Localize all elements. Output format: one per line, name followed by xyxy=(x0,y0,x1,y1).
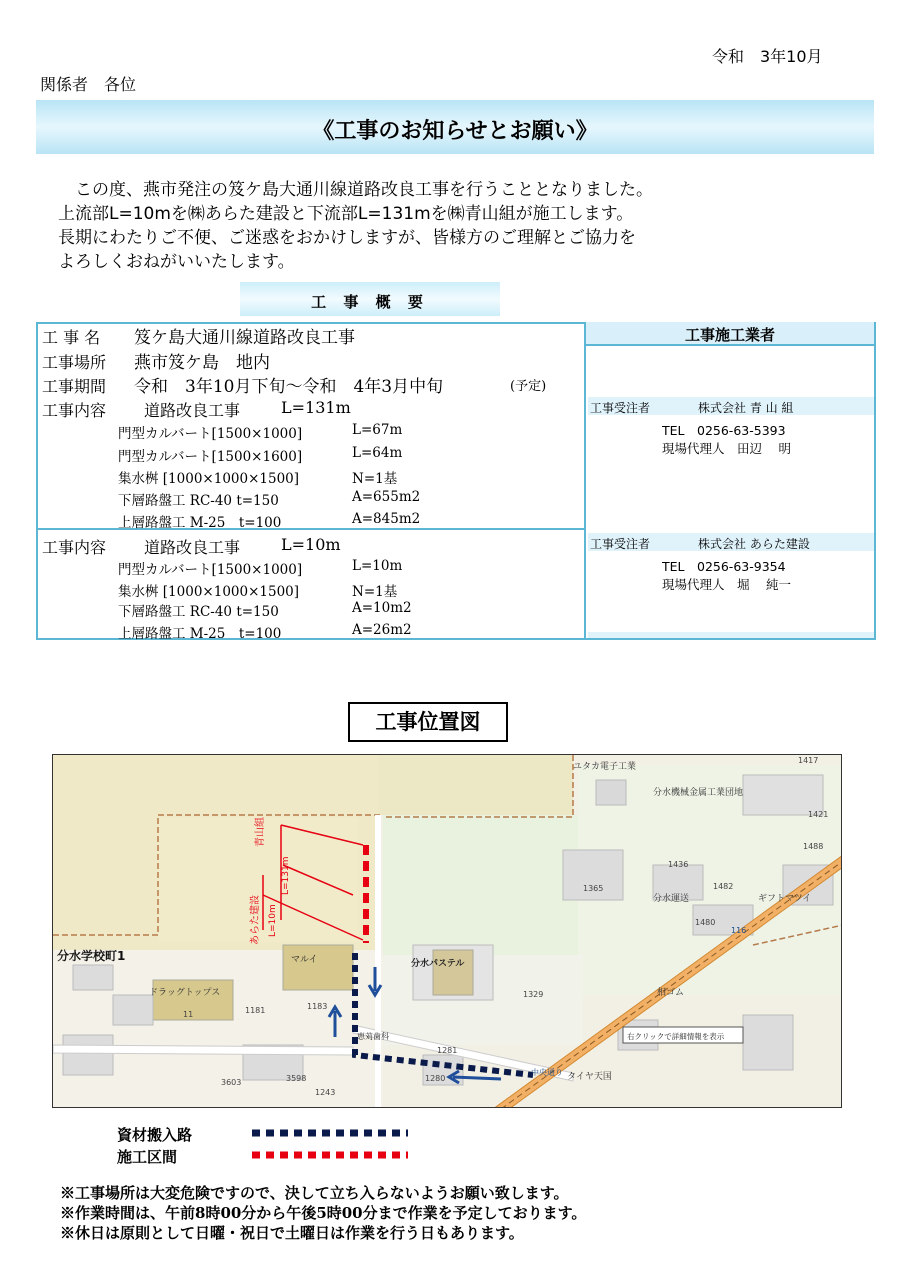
intro-line: 長期にわたりご不便、ご迷惑をおかけしますが、皆様方のご理解とご協力を xyxy=(58,228,636,248)
map-label: L=10m xyxy=(268,904,278,937)
summary-heading: 工 事 概 要 xyxy=(311,293,429,311)
contents-label: 工事内容 xyxy=(42,401,107,420)
map-label: 1281 xyxy=(437,1046,458,1055)
map-label: ドラッグトップス xyxy=(149,988,221,998)
farmland-area xyxy=(378,755,573,815)
map-label: 中央通り xyxy=(531,1068,563,1077)
map-label: 1329 xyxy=(523,990,544,999)
map-label: 1421 xyxy=(808,810,829,819)
map-label: 1243 xyxy=(315,1088,336,1097)
section2-length: L=10m xyxy=(281,535,341,554)
building xyxy=(283,945,353,990)
map-label: 3598 xyxy=(286,1074,307,1083)
item-qty: L=64m xyxy=(352,445,403,461)
item-qty: A=10m2 xyxy=(352,600,412,616)
contractor2-agent: 現場代理人 堀 純一 xyxy=(662,577,791,592)
map-label: 分水機械金属工業団地 xyxy=(653,788,744,798)
map-label: 1365 xyxy=(583,884,604,893)
note-item: ※工事場所は大変危険ですので、決して立ち入らないようお願い致します。 xyxy=(60,1184,569,1202)
section1-length: L=131m xyxy=(281,398,351,417)
contractor1-company: 株式会社 青 山 組 xyxy=(698,401,794,415)
map-label: 3603 xyxy=(221,1078,242,1087)
building xyxy=(596,780,626,805)
road xyxy=(53,1045,353,1055)
project-place: 燕市笈ケ島 地内 xyxy=(134,353,270,373)
item-name: 集水桝 [1000×1000×1500] xyxy=(118,471,300,487)
map-label: 1280 xyxy=(425,1074,446,1083)
item-name: 門型カルバート[1500×1000] xyxy=(118,562,303,578)
map-canvas xyxy=(53,755,842,1108)
building xyxy=(113,995,153,1025)
map-label: 分水学校町1 xyxy=(57,949,126,963)
map-label: 1482 xyxy=(713,882,734,891)
note-item: ※作業時間は、午前8時00分から午後5時00分まで作業を予定しております。 xyxy=(60,1204,587,1222)
name-label: 工 事 名 xyxy=(42,328,101,347)
note-item: ※休日は原則として日曜・祝日で土曜日は作業を行う日もあります。 xyxy=(60,1224,524,1242)
item-name: 門型カルバート[1500×1000] xyxy=(118,426,303,442)
intro-line: この度、燕市発注の笈ケ島大通川線道路改良工事を行うこととなりました。 xyxy=(58,180,653,200)
item-name: 集水桝 [1000×1000×1500] xyxy=(118,584,300,600)
item-qty: A=845m2 xyxy=(352,511,421,527)
contractor1-tel: TEL 0256-63-5393 xyxy=(662,423,786,438)
contents-label: 工事内容 xyxy=(42,538,107,557)
map-label: 1183 xyxy=(307,1002,328,1011)
building xyxy=(63,1035,113,1075)
period-label: 工事期間 xyxy=(42,377,107,396)
item-qty: L=10m xyxy=(352,558,403,574)
legend-material-line xyxy=(250,1126,410,1140)
contractor2-bottom-strip xyxy=(588,632,874,638)
legend-material-label: 資材搬入路 xyxy=(117,1126,193,1144)
map-label: 1488 xyxy=(803,842,824,851)
map-label: タイヤ天国 xyxy=(567,1072,612,1082)
item-qty: L=67m xyxy=(352,422,403,438)
item-qty: N=1基 xyxy=(352,584,398,600)
contractor2-role: 工事受注者 xyxy=(590,537,651,551)
item-qty: N=1基 xyxy=(352,471,398,487)
section2-title: 道路改良工事 xyxy=(144,538,241,557)
map-label: 恵苅歯科 xyxy=(357,1032,389,1041)
map-label: あらた建設 xyxy=(250,895,261,945)
building xyxy=(73,965,113,990)
map-label: ユタカ電子工業 xyxy=(573,762,637,772)
map-label: 116 xyxy=(731,926,747,935)
map-label: 1436 xyxy=(668,860,689,869)
item-qty: A=655m2 xyxy=(352,489,421,505)
map-label: ギフトマツイ xyxy=(758,894,812,904)
green-area xyxy=(383,815,578,955)
period-note: (予定) xyxy=(510,379,547,394)
contractor2-tel: TEL 0256-63-9354 xyxy=(662,559,786,574)
contractor2-company: 株式会社 あらた建設 xyxy=(698,537,810,551)
intro-line: 上流部L=10mを㈱あらた建設と下流部L=131mを㈱青山組が施工します。 xyxy=(58,204,634,224)
contractor-header: 工事施工業者 xyxy=(684,326,775,344)
map-label: 1181 xyxy=(245,1006,266,1015)
legend-work-label: 施工区間 xyxy=(117,1148,178,1166)
building xyxy=(433,950,473,995)
map-label: 11 xyxy=(183,1010,194,1019)
map-label: 1417 xyxy=(798,756,819,765)
legend-work-line xyxy=(250,1148,410,1162)
map-label: 右クリックで詳細情報を表示 xyxy=(627,1032,725,1041)
map-label: 分水パステル xyxy=(411,959,465,969)
section1-title: 道路改良工事 xyxy=(144,401,241,420)
location-map[interactable] xyxy=(52,754,842,1108)
table-divider xyxy=(584,322,586,640)
map-label: 青山組 xyxy=(255,817,266,847)
contractor1-role: 工事受注者 xyxy=(590,401,651,415)
project-period: 令和 3年10月下旬～令和 4年3月中旬 xyxy=(134,377,444,397)
item-name: 下層路盤工 RC-40 t=150 xyxy=(118,604,279,620)
intro-text xyxy=(58,178,653,274)
place-label: 工事場所 xyxy=(42,353,107,372)
map-label: 分水運送 xyxy=(653,894,690,904)
building xyxy=(743,1015,793,1070)
map-label: マルイ xyxy=(291,955,318,965)
page-title: 《工事のお知らせとお願い》 xyxy=(312,118,598,144)
item-name: 上層路盤工 M-25 t=100 xyxy=(118,626,282,642)
addressee: 関係者 各位 xyxy=(40,75,137,94)
item-name: 上層路盤工 M-25 t=100 xyxy=(118,515,282,531)
item-name: 下層路盤工 RC-40 t=150 xyxy=(118,493,279,509)
map-label: 相ゴム xyxy=(657,988,685,998)
intro-line: よろしくおねがいいたします。 xyxy=(58,252,295,272)
map-label: L=131m xyxy=(281,856,291,895)
item-qty: A=26m2 xyxy=(352,622,412,638)
map-title: 工事位置図 xyxy=(348,702,508,742)
project-name: 笈ケ島大通川線道路改良工事 xyxy=(134,328,355,348)
contractor1-agent: 現場代理人 田辺 明 xyxy=(662,441,791,456)
item-name: 門型カルバート[1500×1600] xyxy=(118,449,303,465)
building xyxy=(743,775,823,815)
notes xyxy=(60,1183,586,1243)
map-label: 1480 xyxy=(695,918,716,927)
notice-date: 令和 3年10月 xyxy=(712,47,823,66)
